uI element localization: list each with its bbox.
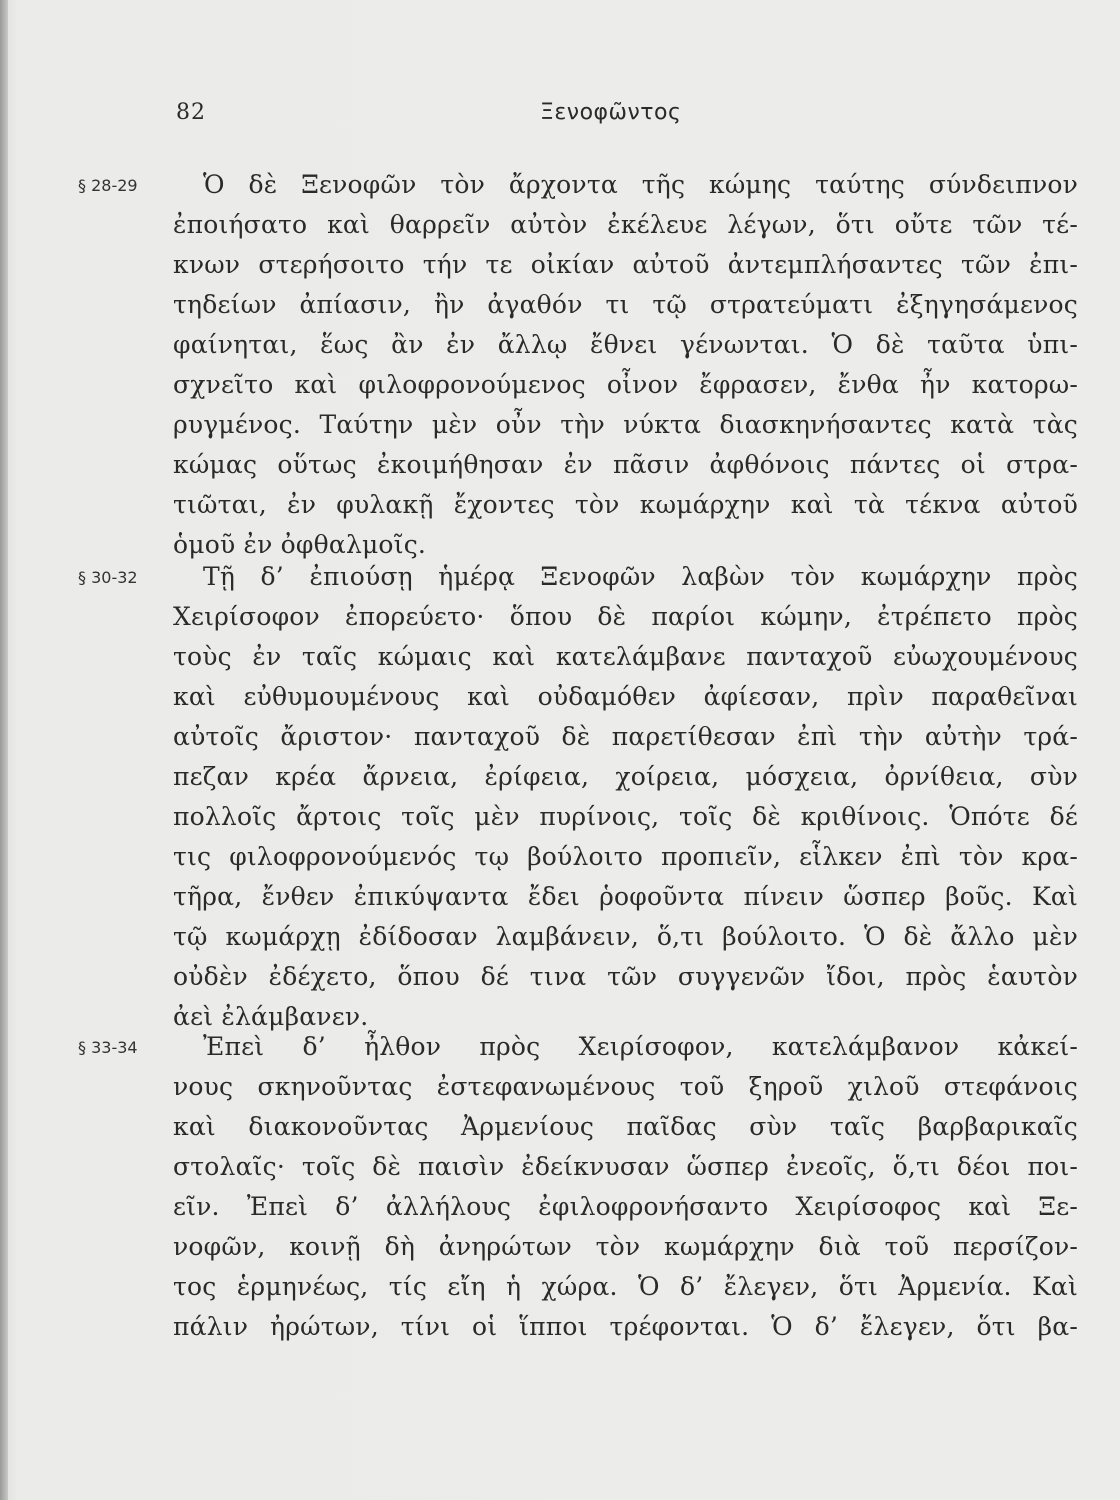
text-line: αὐτοῖς ἄριστον· πανταχοῦ δὲ παρετίθεσαν ἐπὶ τὴν αὐτὴν τρά- bbox=[173, 722, 1078, 751]
text-line: ἐποιήσατο καὶ θαρρεῖν αὐτὸν ἐκέλευε λέγων, ὅτι οὔτε τῶν τέ- bbox=[173, 210, 1078, 239]
text-line: πάλιν ἠρώτων, τίνι οἱ ἵπποι τρέφονται. Ὁ δ’ ἔλεγεν, ὅτι βα- bbox=[173, 1312, 1078, 1341]
paragraph bbox=[173, 1027, 1078, 1347]
text-line: καὶ διακονοῦντας Ἀρμενίους παῖδας σὺν ταῖς βαρβαρικαῖς bbox=[173, 1112, 1078, 1141]
text-line: τοὺς ἐν ταῖς κώμαις καὶ κατελάμβανε πανταχοῦ εὐωχουμένους bbox=[173, 642, 1078, 671]
paragraph bbox=[173, 557, 1078, 1037]
section-reference: § 28-29 bbox=[78, 176, 138, 195]
text-line: νοφῶν, κοινῇ δὴ ἀνηρώτων τὸν κωμάρχην διὰ τοῦ περσίζον- bbox=[173, 1232, 1078, 1261]
text-line: εῖν. Ἐπεὶ δ’ ἀλλήλους ἐφιλοφρονήσαντο Χειρίσοφος καὶ Ξε- bbox=[173, 1192, 1078, 1221]
text-line: τος ἑρμηνέως, τίς εἴη ἡ χώρα. Ὁ δ’ ἔλεγεν, ὅτι Ἀρμενία. Καὶ bbox=[173, 1272, 1078, 1301]
text-line: κνων στερήσοιτο τήν τε οἰκίαν αὐτοῦ ἀντεμπλήσαντες τῶν ἐπι- bbox=[173, 250, 1078, 279]
book-spine-shadow bbox=[0, 0, 8, 1500]
text-line: ἀεὶ ἐλάμβανεν. bbox=[173, 1002, 369, 1031]
section-reference: § 33-34 bbox=[78, 1038, 138, 1057]
text-line: νους σκηνοῦντας ἐστεφανωμένους τοῦ ξηροῦ χιλοῦ στεφάνοις bbox=[173, 1072, 1078, 1101]
text-line: κώμας οὕτως ἐκοιμήθησαν ἐν πᾶσιν ἀφθόνοις πάντες οἱ στρα- bbox=[173, 450, 1078, 479]
page-number: 82 bbox=[176, 100, 206, 125]
text-line: πολλοῖς ἄρτοις τοῖς μὲν πυρίνοις, τοῖς δὲ κριθίνοις. Ὁπότε δέ bbox=[173, 802, 1078, 831]
text-line: Τῇ δ’ ἐπιούσῃ ἡμέρᾳ Ξενοφῶν λαβὼν τὸν κωμάρχην πρὸς bbox=[203, 562, 1078, 591]
running-title: Ξενοφῶντος bbox=[540, 100, 682, 125]
text-line: στολαῖς· τοῖς δὲ παισὶν ἐδείκνυσαν ὥσπερ ἐνεοῖς, ὅ,τι δέοι ποι- bbox=[173, 1152, 1078, 1181]
section-reference: § 30-32 bbox=[78, 568, 138, 587]
text-line: Ἐπεὶ δ’ ἦλθον πρὸς Χειρίσοφον, κατελάμβανον κἀκεί- bbox=[203, 1032, 1078, 1061]
text-line: ρυγμένος. Ταύτην μὲν οὖν τὴν νύκτα διασκηνήσαντες κατὰ τὰς bbox=[173, 410, 1078, 439]
text-line: τηδείων ἀπίασιν, ἢν ἀγαθόν τι τῷ στρατεύματι ἐξηγησάμενος bbox=[173, 290, 1078, 319]
text-line: φαίνηται, ἕως ἂν ἐν ἄλλῳ ἔθνει γένωνται. Ὁ δὲ ταῦτα ὑπι- bbox=[173, 330, 1078, 359]
text-line: τις φιλοφρονούμενός τῳ βούλοιτο προπιεῖν, εἷλκεν ἐπὶ τὸν κρα- bbox=[173, 842, 1078, 871]
text-line: καὶ εὐθυμουμένους καὶ οὐδαμόθεν ἀφίεσαν, πρὶν παραθεῖναι bbox=[173, 682, 1078, 711]
text-line: σχνεῖτο καὶ φιλοφρονούμενος οἶνον ἔφρασεν, ἔνθα ἦν κατορω- bbox=[173, 370, 1078, 399]
text-line: οὐδὲν ἐδέχετο, ὅπου δέ τινα τῶν συγγενῶν ἴδοι, πρὸς ἑαυτὸν bbox=[173, 962, 1078, 991]
text-line: πεζαν κρέα ἄρνεια, ἐρίφεια, χοίρεια, μόσχεια, ὀρνίθεια, σὺν bbox=[173, 762, 1078, 791]
text-line: Χειρίσοφον ἐπορεύετο· ὅπου δὲ παρίοι κώμην, ἐτρέπετο πρὸς bbox=[173, 602, 1078, 631]
text-line: τῆρα, ἔνθεν ἐπικύψαντα ἔδει ῥοφοῦντα πίνειν ὥσπερ βοῦς. Καὶ bbox=[173, 882, 1078, 911]
text-line: Ὁ δὲ Ξενοφῶν τὸν ἄρχοντα τῆς κώμης ταύτης σύνδειπνον bbox=[203, 170, 1078, 199]
text-line: τιῶται, ἐν φυλακῇ ἔχοντες τὸν κωμάρχην καὶ τὰ τέκνα αὐτοῦ bbox=[173, 490, 1078, 519]
text-line: τῷ κωμάρχῃ ἐδίδοσαν λαμβάνειν, ὅ,τι βούλοιτο. Ὁ δὲ ἄλλο μὲν bbox=[173, 922, 1078, 951]
paragraph bbox=[173, 165, 1078, 565]
text-line: ὁμοῦ ἐν ὀφθαλμοῖς. bbox=[173, 530, 427, 559]
running-head bbox=[0, 98, 1120, 134]
